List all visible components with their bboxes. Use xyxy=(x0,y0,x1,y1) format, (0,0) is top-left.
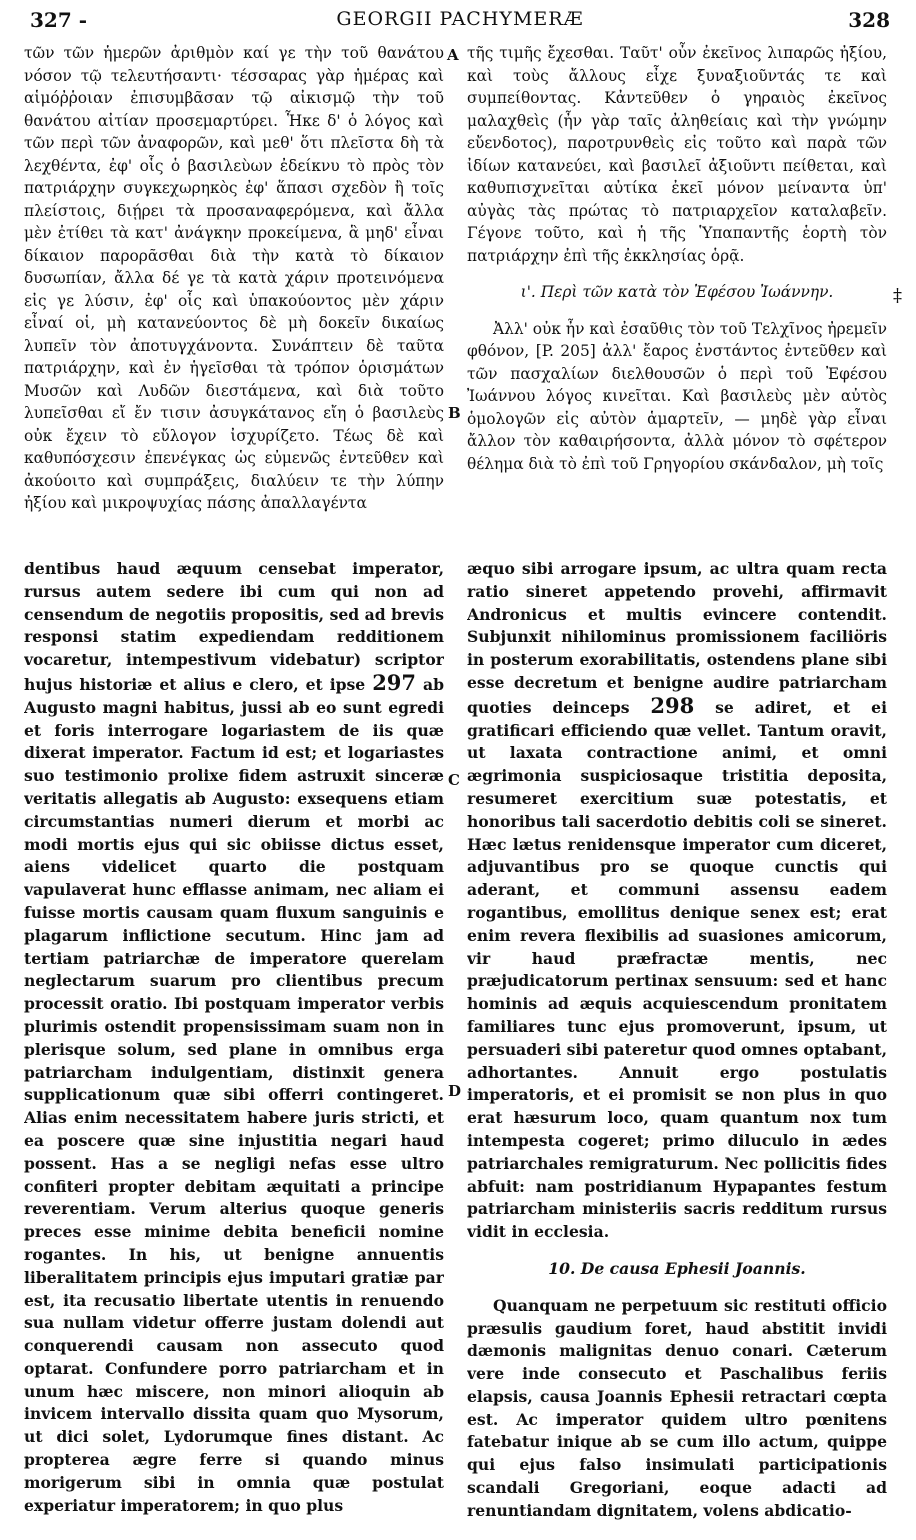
latin-section-title: 10. De causa Ephesii Joannis. xyxy=(548,1258,806,1278)
latin-paragraph: Quanquam ne perpetuum sic restituti officio præsulis gaudium foret, haud abstitit invidi dæmonis malignitas denuo conari. Cæterum vere inde consecuto et Paschalibus feriis elapsis, causa Joannis Ephesii retractari cœpta est. Ac imperator quidem ultro pœnitens fatebatur inique ab se cum illo actum, quippe qui ejus falso insimulati participationis scandali Gregoriani, eoque adacti ad renuntiandam dignitatem, volens abdicatio- xyxy=(467,1295,887,1520)
margin-marker-b: B xyxy=(448,404,461,422)
greek-paragraph: Ἀλλ' οὐκ ἦν καὶ ἐσαῦθις τὸν τοῦ Τελχῖνος ἠρεμεῖν φθόνον, [P. 205] ἀλλ' ἔαρος ἐνστάντος ἐντεῦθεν καὶ τῶν πασχαλίων διελθουσῶν ὁ περὶ τοῦ Ἐφέσου Ἰωάννου λόγος κινεῖται. Καὶ βασιλεὺς μὲν αὐτὸς ὁμολογῶν εἰς αὐτὸν ἁμαρτεῖν, — μηδὲ γὰρ εἶναι ἄλλον τὸν καθαιρήσοντα, ἀλλὰ μόνον τὸ σφέτερον θέλημα διὰ τὸ ἐπὶ τοῦ Γρηγορίου σκάνδαλον, μὴ τοῖς xyxy=(467,319,887,473)
running-title: GEORGII PACHYMERÆ xyxy=(336,8,584,30)
column-number: 298 xyxy=(650,692,695,718)
page-number-left: 327 - xyxy=(30,8,88,32)
margin-ornament: ‡ xyxy=(893,285,902,306)
latin-paragraph xyxy=(24,558,444,1517)
latin-column-right xyxy=(467,558,887,1528)
margin-marker-c: C xyxy=(448,771,460,789)
latin-column-left xyxy=(24,558,444,1528)
page-number-right: 328 xyxy=(848,8,890,32)
greek-section-title: ι'. Περὶ τῶν κατὰ τὸν Ἐφέσου Ἰωάννην. xyxy=(520,283,834,301)
margin-marker-a: A xyxy=(447,46,459,64)
margin-marker-d: D xyxy=(448,1082,462,1100)
latin-text: se adiret, et ei gratificari efficiendo quæ vellet. Tantum oravit, ut laxata contractione animi, et omni ægrimonia suspiciosaque tristitia deposita, resumeret exercitium suæ potestatis, et honoribus tali sacerdotio debitis coli se sineret. Hæc lætus renidensque imperator cum diceret, adjuvantibus pro se quoque cunctis qui aderant, et communi assensu eadem rogantibus, emollitus denique senex est; erat enim revera flexibilis ad suasiones amicorum, vir haud præfractæ mentis, nec præjudicatorum pertinax sensuum: sed et hanc hominis ad æquis acquiescendum pronitatem familiares tunc ejus promoverunt, ipsum, ut persuaderi sibi pateretur quod omnes optabant, adhortantes. Annuit ergo postulatis imperatoris, et ei promisit se non plus in quo erat hæsurum loco, quam quantum nox tum intempesta cogeret; primo diluculo in ædes patriarchales remigraturum. Nec pollicitis fides abfuit: nam postridianum Hypapantes festum patriarcham ministeriis sacris redditum rursus vidit in ecclesia. xyxy=(467,697,887,1242)
greek-paragraph: τῆς τιμῆς ἔχεσθαι. Ταῦτ' οὖν ἐκεῖνος λιπαρῶς ἠξίου, καὶ τοὺς ἄλλους εἶχε ξυναξιοῦντάς τε καὶ συμπείθοντας. Κἀντεῦθεν ὁ γηραιὸς ἐκεῖνος μαλαχθεὶς (ἦν γὰρ ταῖς ἀληθείαις καὶ τὴν γνώμην εὔενδοτος), παροτρυνθεὶς εἰς τοῦτο καὶ παρὰ τῶν ἰδίων κατανεύει, καὶ βασιλεῖ ἀξιοῦντι πείθεται, καὶ καθυπισχνεῖται αὐτίκα ἐκεῖ μόνον μείναντα ὑπ' αὐγὰς τὰς πρώτας τὸ πατριαρχεῖον καταλαβεῖν. Γέγονε τοῦτο, καὶ ἡ τῆς Ὑπαπαντῆς ἑορτὴ τὸν πατριάρχην ἐπὶ τῆς ἐκκλησίας ὁρᾷ. xyxy=(467,44,887,265)
greek-column-left xyxy=(24,42,444,542)
greek-column-right xyxy=(467,42,887,547)
latin-text: dentibus haud æquum censebat imperator, rursus autem sedere ibi cum qui non ad censendum de negotiis propositis, sed ad brevis responsi statim expediendam redditionem vocaretur, intempestivum videbatur) scriptor hujus historiæ et alius e clero, et ipse xyxy=(24,559,444,694)
latin-text: ab Augusto magni habitus, jussi ab eo sunt egredi et foris interrogare logariastem de iis quæ dixerat imperator. Factum id est; et logariastes suo testimonio prolixe fidem astruxit sinceræ veritatis allegatis ab Augusto: exsequens etiam circumstantias numeri dierum et morbi ac modi mortis ejus qui sic obiisse dictus esset, aiens videlicet quarto die postquam vapulaverat hunc efflasse animam, nec aliam ei fuisse mortis causam quam fluxum sanguinis e plagarum inflictione secutum. Hinc jam ad tertiam patriarchæ de imperatore querelam neglectarum suarum pro clientibus precum processit oratio. Ibi postquam imperator verbis plurimis ostendit propensissimam suam non in plerisque solum, sed plane in omnibus erga patriarcham indulgentiam, distinxit genera supplicationum quæ sibi offerri contingeret. Alias enim necessitatem habere juris stricti, et ea poscere quæ sine injustitia negari haud possent. Has a se negligi nefas esse ultro confiteri propter debitam æquitati a principe reverentiam. Verum alterius quoque generis preces esse minime debita beneficii nomine rogantes. In his, ut benigne annuentis liberalitatem principis ejus imputari gratiæ par est, ita recusatio libertate utentis in renuendo sua nullam videtur offerre justam dolendi aut conquerendi causam non assecuto quod optarat. Confundere porro patriarcham et in unum hæc miscere, non minori alioquin ab invicem intervallo dissita quam quo Mysorum, ut dici solet, Lydorumque fines distant. Ac propterea ægre ferre si quando minus morigerum sibi in omnia quæ postulat experiatur imperatorem; in quo plus xyxy=(24,674,444,1515)
column-number: 297 xyxy=(372,669,417,695)
greek-paragraph: τῶν τῶν ἡμερῶν ἀριθμὸν καί γε τὴν τοῦ θανάτου νόσον τῷ τελευτήσαντι· τέσσαρας γὰρ ἡμέρας καὶ αἱμόῤῥοιαν ἐπισυμβᾶσαν τῷ αἰκισμῷ τὴν τοῦ θανάτου αἰτίαν προσεμαρτύρει. Ἧκε δ' ὁ λόγος καὶ τῶν περὶ τῶν ἀναφορῶν, καὶ μεθ' ὅτι πλεῖστα δὴ τὰ λεχθέντα, ἐφ' οἷς ὁ βασιλεὺων ἐδείκνυ τὸ πρὸς τὸν πατριάρχην συγκεχωρηκὸς ἐφ' ἅπασι σχεδὸν ἢ τοῖς πλείστοις, διῄρει τὰ προσαναφερόμενα, καὶ ἄλλα μὲν ἐτίθει τὰ κατ' ἀνάγκην προκείμενα, ἃ μηδ' εἶναι δίκαιον παρορᾶσθαι διὰ τὴν κατὰ τὸ δίκαιον δυσωπίαν, ἄλλα δέ γε τὰ κατὰ χάριν προτεινόμενα εἰς γε λύσιν, ἐφ' οἷς καὶ ὑπακούοντος μὲν χάριν εἶναί οἱ, μὴ κατανεύοντος δὲ μὴ δοκεῖν δικαίως λυπεῖν τὸν ἀποτυγχάνοντα. Συνάπτειν δὲ ταῦτα πατριάρχην, καὶ ἐν ἡγεῖσθαι τὰ τρόπον ὁρισμάτων Μυσῶν καὶ Λυδῶν διεστάμενα, καὶ διὰ τοῦτο λυπεῖσθαι εἴ ἔν τισιν ἀσυγκάτανος εἴη ὁ βασιλεὺς οὐκ ἔχειν τὸ εὔλογον ἰσχυρίζετο. Τέως δὲ καὶ καθυπόσχεσιν ἐπενέγκας ὡς εὐμενῶς ἐντεῦθεν καὶ ἀκούοιτο καὶ συμπράξεις, διαλύειν τε τὴν λύπην ἠξίου καὶ μικροψυχίας πάσης ἀπαλλαγέντα xyxy=(24,44,444,512)
latin-text: æquo sibi arrogare ipsum, ac ultra quam recta ratio sineret appetendo provehi, affirmavit Andronicus et multis evincere contendit. Subjunxit nihilominus promissionem faciliöris in posterum exorabilitatis, ostendens plane sibi esse decretum et benigne audire patriarcham quoties deinceps xyxy=(467,559,887,717)
page-header xyxy=(30,8,890,38)
latin-paragraph xyxy=(467,558,887,1244)
